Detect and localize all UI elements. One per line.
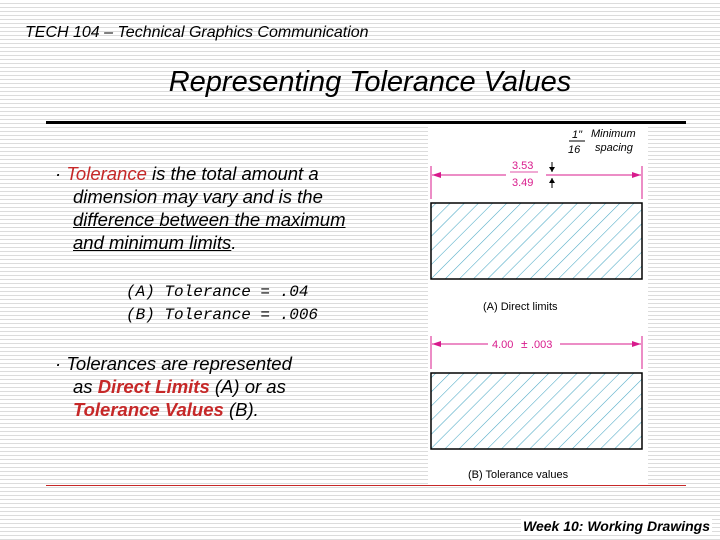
footer-week-label: Week 10: Working Drawings <box>523 518 710 534</box>
upper-limit-value: 3.53 <box>512 160 534 172</box>
plus-minus-symbol: ± <box>521 337 528 351</box>
minimum-label: Minimum <box>591 128 636 140</box>
bullet1-line4: and minimum limits <box>73 232 232 253</box>
lower-limit-value: 3.49 <box>512 177 534 189</box>
spacing-label: spacing <box>595 142 633 154</box>
bullet-marker: · <box>55 163 62 184</box>
bullet1-line3: difference between the maximum <box>73 209 346 230</box>
caption-direct-limits: (A) Direct limits <box>483 301 558 313</box>
tolerance-value: .003 <box>531 339 553 351</box>
bullet2-line3-post: (B). <box>223 399 259 420</box>
term-direct-limits: Direct Limits <box>97 376 210 397</box>
tolerance-drawing <box>428 126 648 484</box>
spacing-denominator: 16 <box>568 144 581 156</box>
course-title: TECH 104 – Technical Graphics Communication <box>25 24 369 41</box>
hatched-part-a <box>431 203 642 279</box>
dimension-arrow-left-b <box>432 341 441 347</box>
tolerance-drawing-figure <box>428 126 648 484</box>
term-tolerance-values: Tolerance Values <box>73 399 224 420</box>
spacing-arrow-top <box>549 167 555 172</box>
caption-tolerance-values: (B) Tolerance values <box>468 469 569 481</box>
dimension-arrow-right-b <box>632 341 641 347</box>
term-tolerance: Tolerance <box>66 163 147 184</box>
tolerance-example-a: (A) Tolerance = .04 <box>126 283 309 301</box>
hatched-part-b <box>431 373 642 449</box>
bullet1-line2: dimension may vary and is the <box>73 186 323 207</box>
spacing-arrow-bottom <box>549 178 555 183</box>
title-divider <box>46 121 686 124</box>
bullet2-line1: Tolerances are represented <box>66 353 292 374</box>
bullet2-line2-post: (A) or as <box>209 376 286 397</box>
bullet1-line1: is the total amount a <box>146 163 319 184</box>
bullet-tolerance-definition <box>55 162 385 254</box>
bullet2-line2-pre: as <box>73 376 98 397</box>
slide-title: Representing Tolerance Values <box>168 66 572 98</box>
bullet-tolerance-representation <box>55 352 355 421</box>
tolerance-example-b: (B) Tolerance = .006 <box>126 306 319 324</box>
bullet1-line4-end: . <box>231 232 237 253</box>
bullet-marker: · <box>55 353 62 374</box>
spacing-numerator: 1" <box>572 129 583 141</box>
footer-divider <box>46 485 686 486</box>
dimension-arrow-left <box>432 172 441 178</box>
dimension-arrow-right <box>632 172 641 178</box>
basic-dimension-value: 4.00 <box>492 339 514 351</box>
